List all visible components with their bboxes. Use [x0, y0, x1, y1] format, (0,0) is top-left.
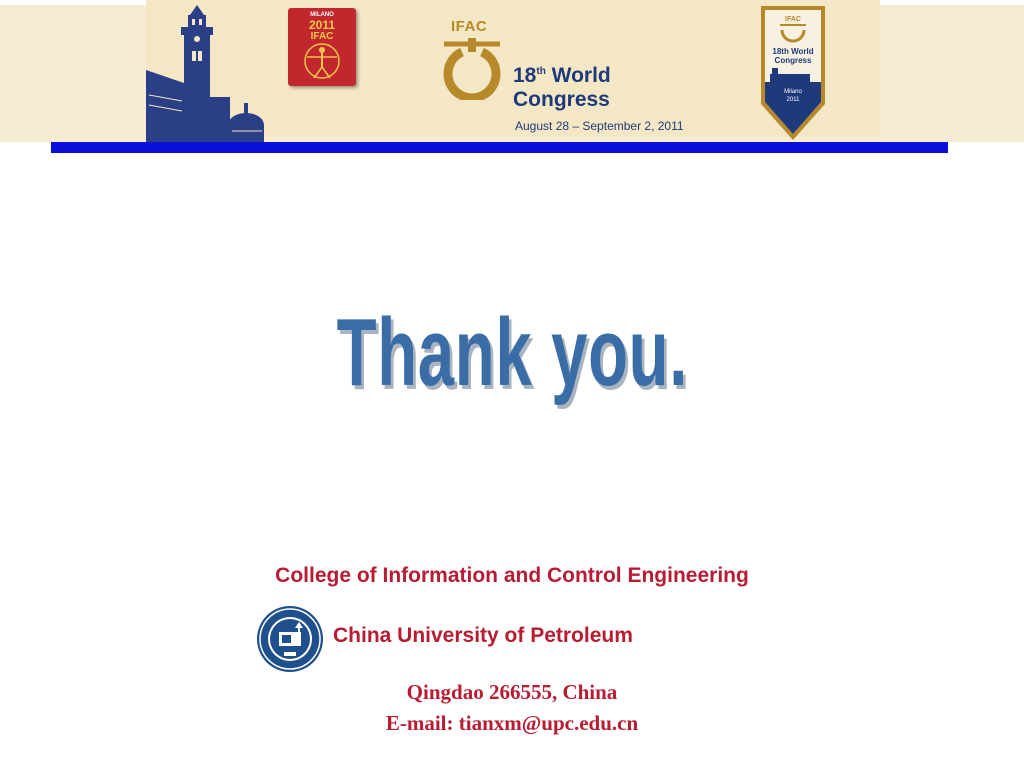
headline [0, 298, 1024, 408]
congress-number-suffix: th [536, 66, 546, 77]
college-name: College of Information and Control Engineering [275, 564, 749, 587]
congress-title-line2: Congress [513, 88, 610, 111]
shield-bottom-text [758, 88, 828, 104]
email: E-mail: tianxm@upc.edu.cn [385, 711, 639, 735]
shield-mid-text [758, 47, 828, 65]
header-divider-bar [51, 142, 948, 153]
shield-top-text: IFAC [785, 16, 801, 23]
headline-text: Thank you. [336, 299, 688, 406]
congress-number: 18 [513, 64, 537, 87]
congress-title-line1 [513, 64, 611, 88]
milano-logo-line3: IFAC [310, 31, 334, 42]
congress-shield-logo [758, 4, 828, 142]
castle-illustration [146, 5, 271, 142]
congress-dates: August 28 – September 2, 2011 [515, 119, 684, 133]
shield-mid-line2: Congress [774, 56, 812, 65]
shield-bottom-line1: Milano [784, 89, 802, 95]
milano-ifac-logo [288, 8, 356, 86]
milano-logo-line2: 2011 [308, 18, 336, 32]
milano-logo-line1: MILANO [310, 12, 334, 18]
congress-world: World [551, 64, 611, 87]
vitruvian-man-icon [302, 41, 342, 81]
address: Qingdao 266555, China [406, 680, 618, 704]
university-seal [255, 604, 325, 674]
shield-mid-line1: 18th World [772, 47, 814, 56]
ifac-title: IFAC [451, 18, 488, 35]
shield-bottom-line2: 2011 [786, 97, 800, 103]
shield-icon [758, 4, 828, 142]
university-name: China University of Petroleum [333, 624, 633, 647]
